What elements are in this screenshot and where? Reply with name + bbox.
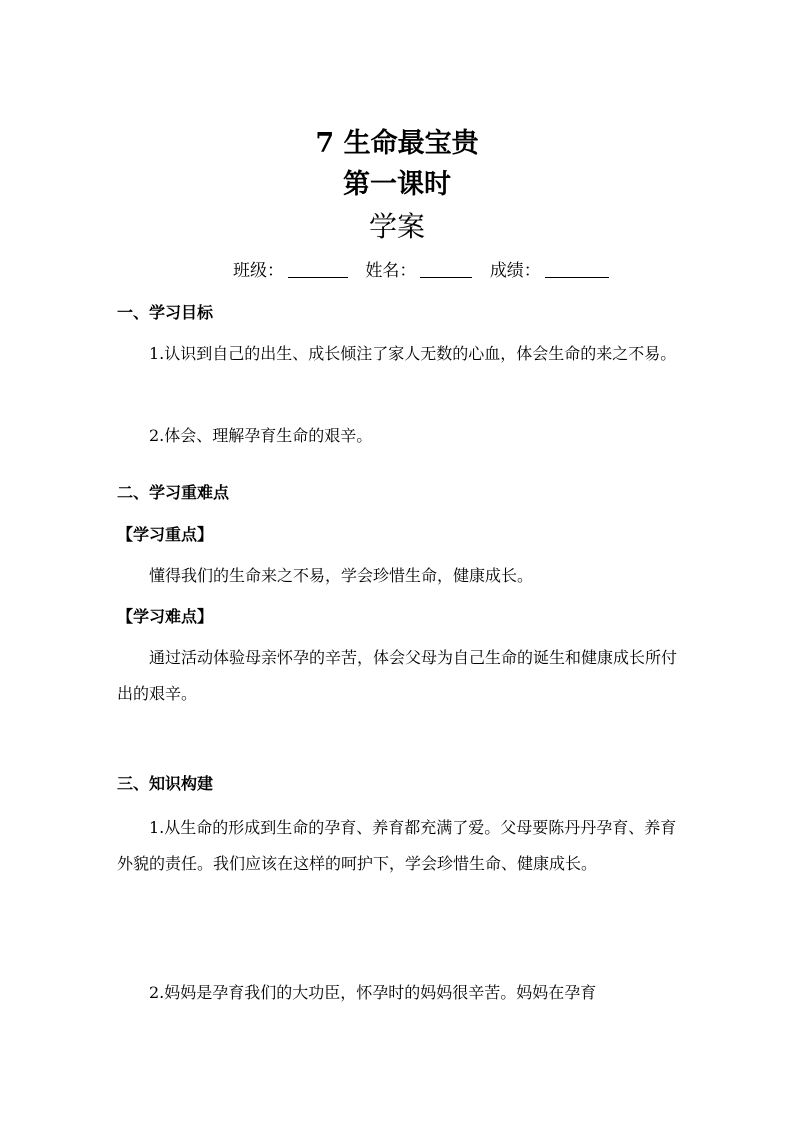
section-heading-objectives: 一、学习目标: [117, 303, 214, 322]
key-point-label: 【学习重点】: [117, 525, 214, 544]
difficulty-label: 【学习难点】: [117, 607, 214, 626]
score-blank[interactable]: [545, 257, 609, 278]
class-label: 班级：: [233, 261, 284, 281]
objective-item-2: 2.体会、理解孕育生命的艰辛。: [149, 426, 373, 445]
class-blank[interactable]: [288, 257, 348, 278]
knowledge-item-2: 2.妈妈是孕育我们的大功臣，怀孕时的妈妈很辛苦。妈妈在孕育: [149, 983, 597, 1002]
name-label: 姓名：: [365, 261, 417, 281]
objective-item-1: 1.认识到自己的出生、成长倾注了家人无数的心血，体会生命的来之不易。: [149, 344, 677, 363]
student-info-line: [233, 256, 621, 286]
knowledge-item-1: 1.从生命的形成到生命的孕育、养育都充满了爱。父母要陈丹丹孕育、养育外貌的责任。我们应该在这样的呵护下，学会珍惜生命、健康成长。: [117, 818, 677, 873]
name-blank[interactable]: [420, 257, 472, 278]
difficulty-text: 通过活动体验母亲怀孕的辛苦，体会父母为自己生命的诞生和健康成长所付出的艰辛。: [117, 648, 678, 703]
section-heading-key-points: 二、学习重难点: [117, 483, 230, 502]
document-type: 学案: [368, 210, 425, 243]
score-label: 成绩：: [489, 261, 541, 281]
section-heading-knowledge: 三、知识构建: [117, 774, 214, 793]
lesson-period: 第一课时: [343, 169, 451, 200]
key-point-text: 懂得我们的生命来之不易，学会珍惜生命，健康成长。: [149, 566, 534, 585]
lesson-title: 7 生命最宝贵: [315, 128, 479, 159]
